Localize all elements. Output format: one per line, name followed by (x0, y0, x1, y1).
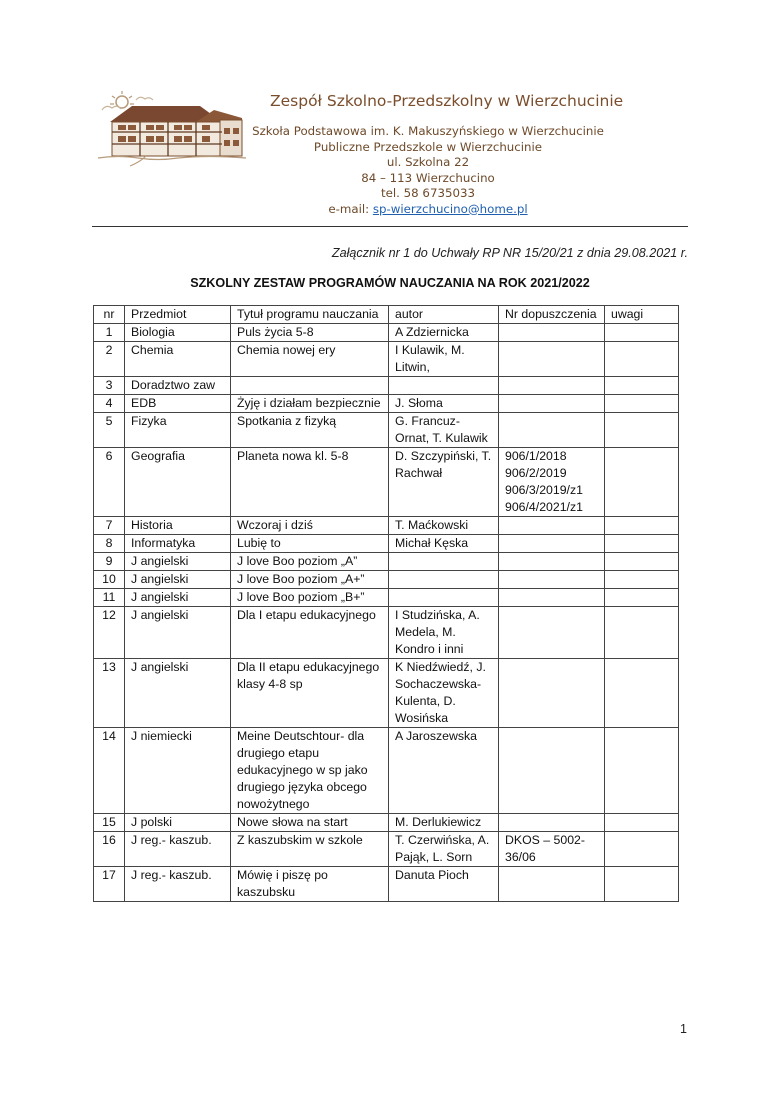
cell-author: A Jaroszewska (389, 728, 499, 814)
header-subject: Przedmiot (125, 306, 231, 324)
cell-author: K Niedźwiedź, J. Sochaczewska-Kulenta, D. Wosińska (389, 659, 499, 728)
cell-notes (605, 324, 679, 342)
cell-nr: 13 (94, 659, 125, 728)
cell-approval-number (499, 395, 605, 413)
cell-nr: 5 (94, 413, 125, 448)
cell-program-title: J love Boo poziom „B+” (231, 589, 389, 607)
cell-author (389, 377, 499, 395)
cell-notes (605, 867, 679, 902)
cell-program-title: Spotkania z fizyką (231, 413, 389, 448)
cell-approval-number (499, 517, 605, 535)
cell-approval-number (499, 324, 605, 342)
cell-author: A Zdziernicka (389, 324, 499, 342)
cell-approval-number (499, 553, 605, 571)
school-name: Zespół Szkolno-Przedszkolny w Wierzchucinie (270, 92, 624, 110)
cell-subject: J reg.- kaszub. (125, 832, 231, 867)
table-row (94, 342, 679, 377)
table-header-row (94, 306, 679, 324)
cell-nr: 8 (94, 535, 125, 553)
document-title: SZKOLNY ZESTAW PROGRAMÓW NAUCZANIA NA ROK 2021/2022 (190, 276, 590, 290)
address-line-school: Szkoła Podstawowa im. K. Makuszyńskiego w Wierzchucinie (252, 124, 604, 138)
cell-program-title: Mówię i piszę po kaszubsku (231, 867, 389, 902)
cell-approval-number (499, 814, 605, 832)
attachment-note: Załącznik nr 1 do Uchwały RP NR 15/20/21 z dnia 29.08.2021 r. (331, 246, 688, 260)
header-notes: uwagi (605, 306, 679, 324)
cell-notes (605, 814, 679, 832)
cell-author: I Studzińska, A. Medela, M. Kondro i inni (389, 607, 499, 659)
programs-table (93, 305, 679, 902)
cell-approval-number (499, 867, 605, 902)
cell-author: M. Derlukiewicz (389, 814, 499, 832)
cell-author: Danuta Pioch (389, 867, 499, 902)
table-body (94, 324, 679, 902)
cell-subject: J angielski (125, 553, 231, 571)
header-nr: nr (94, 306, 125, 324)
header-divider (92, 226, 688, 227)
cell-subject: J niemiecki (125, 728, 231, 814)
email-line (188, 202, 668, 218)
cell-nr: 11 (94, 589, 125, 607)
cell-notes (605, 553, 679, 571)
cell-nr: 14 (94, 728, 125, 814)
address-line-preschool: Publiczne Przedszkole w Wierzchucinie (313, 139, 543, 154)
cell-nr: 10 (94, 571, 125, 589)
address-block (188, 124, 668, 217)
cell-approval-number (499, 413, 605, 448)
table-row (94, 589, 679, 607)
cell-notes (605, 571, 679, 589)
cell-author: T. Czerwińska, A. Pająk, L. Sorn (389, 832, 499, 867)
email-label: e-mail: (328, 201, 373, 216)
cell-author: G. Francuz-Ornat, T. Kulawik (389, 413, 499, 448)
header-approval-number: Nr dopuszczenia (499, 306, 605, 324)
cell-subject: Chemia (125, 342, 231, 377)
cell-program-title: Nowe słowa na start (231, 814, 389, 832)
cell-nr: 3 (94, 377, 125, 395)
cell-author (389, 553, 499, 571)
cell-subject: J polski (125, 814, 231, 832)
table-row (94, 395, 679, 413)
page-number: 1 (680, 1022, 687, 1036)
cell-approval-number (499, 535, 605, 553)
email-link[interactable]: sp-wierzchucino@home.pl (372, 201, 528, 216)
cell-program-title: Lubię to (231, 535, 389, 553)
cell-program-title: Meine Deutschtour- dla drugiego etapu edukacyjnego w sp jako drugiego języka obcego nowożytnego (231, 728, 389, 814)
cell-notes (605, 535, 679, 553)
cell-subject: Fizyka (125, 413, 231, 448)
cell-author (389, 589, 499, 607)
cell-approval-number (499, 589, 605, 607)
table-row (94, 448, 679, 517)
cell-subject: Historia (125, 517, 231, 535)
cell-program-title: J love Boo poziom „A+” (231, 571, 389, 589)
cell-notes (605, 517, 679, 535)
cell-author: I Kulawik, M. Litwin, (389, 342, 499, 377)
cell-author (389, 571, 499, 589)
table-row (94, 535, 679, 553)
cell-subject: J angielski (125, 659, 231, 728)
table-row (94, 659, 679, 728)
cell-notes (605, 589, 679, 607)
table-row (94, 413, 679, 448)
cell-subject: J reg.- kaszub. (125, 867, 231, 902)
cell-subject: J angielski (125, 571, 231, 589)
cell-notes (605, 395, 679, 413)
cell-nr: 17 (94, 867, 125, 902)
cell-subject: EDB (125, 395, 231, 413)
address-line-city: 84 – 113 Wierzchucino (361, 170, 495, 185)
cell-program-title: Z kaszubskim w szkole (231, 832, 389, 867)
table-row (94, 867, 679, 902)
cell-nr: 15 (94, 814, 125, 832)
cell-program-title: Dla I etapu edukacyjnego (231, 607, 389, 659)
cell-approval-number (499, 377, 605, 395)
cell-nr: 16 (94, 832, 125, 867)
cell-approval-number (499, 728, 605, 814)
cell-subject: Informatyka (125, 535, 231, 553)
table-row (94, 607, 679, 659)
cell-program-title: Wczoraj i dziś (231, 517, 389, 535)
cell-approval-number (499, 659, 605, 728)
address-line-phone: tel. 58 6735033 (381, 186, 475, 200)
cell-author: J. Słoma (389, 395, 499, 413)
table-row (94, 553, 679, 571)
cell-program-title: Dla II etapu edukacyjnego klasy 4-8 sp (231, 659, 389, 728)
table-row (94, 728, 679, 814)
cell-notes (605, 377, 679, 395)
cell-author: T. Maćkowski (389, 517, 499, 535)
cell-notes (605, 448, 679, 517)
cell-subject: Biologia (125, 324, 231, 342)
cell-approval-number (499, 342, 605, 377)
header-program-title: Tytuł programu nauczania (231, 306, 389, 324)
cell-nr: 4 (94, 395, 125, 413)
cell-program-title: J love Boo poziom „A” (231, 553, 389, 571)
table-row (94, 377, 679, 395)
cell-nr: 7 (94, 517, 125, 535)
cell-author: Michał Kęska (389, 535, 499, 553)
cell-approval-number (499, 571, 605, 589)
table-row (94, 517, 679, 535)
cell-nr: 12 (94, 607, 125, 659)
address-line-street: ul. Szkolna 22 (386, 155, 470, 169)
table-row (94, 814, 679, 832)
cell-author: D. Szczypiński, T. Rachwał (389, 448, 499, 517)
table-row (94, 324, 679, 342)
cell-approval-number (499, 607, 605, 659)
letterhead (92, 84, 692, 224)
cell-notes (605, 832, 679, 867)
cell-subject: J angielski (125, 607, 231, 659)
cell-program-title (231, 377, 389, 395)
cell-program-title: Puls życia 5-8 (231, 324, 389, 342)
cell-notes (605, 659, 679, 728)
cell-nr: 9 (94, 553, 125, 571)
cell-notes (605, 413, 679, 448)
cell-nr: 6 (94, 448, 125, 517)
header-author: autor (389, 306, 499, 324)
cell-program-title: Żyję i działam bezpiecznie (231, 395, 389, 413)
cell-nr: 1 (94, 324, 125, 342)
cell-program-title: Planeta nowa kl. 5-8 (231, 448, 389, 517)
cell-nr: 2 (94, 342, 125, 377)
cell-approval-number: 906/1/2018 906/2/2019 906/3/2019/z1 906/4/2021/z1 (499, 448, 605, 517)
table-row (94, 832, 679, 867)
cell-notes (605, 728, 679, 814)
cell-notes (605, 342, 679, 377)
cell-approval-number: DKOS – 5002-36/06 (499, 832, 605, 867)
cell-subject: Doradztwo zaw (125, 377, 231, 395)
cell-subject: Geografia (125, 448, 231, 517)
cell-subject: J angielski (125, 589, 231, 607)
cell-notes (605, 607, 679, 659)
table-row (94, 571, 679, 589)
cell-program-title: Chemia nowej ery (231, 342, 389, 377)
